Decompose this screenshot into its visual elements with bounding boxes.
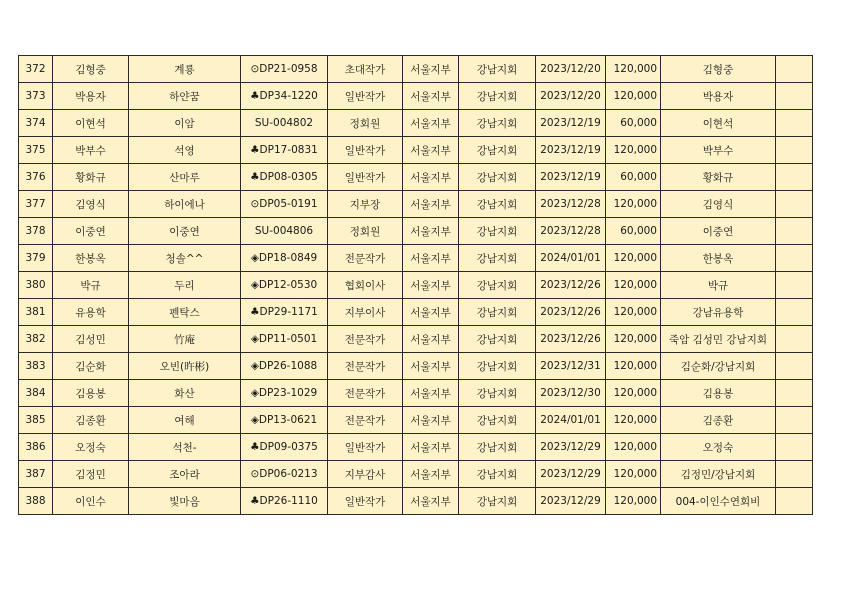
table-row [19, 407, 813, 434]
cell-extra [776, 164, 813, 191]
table-row [19, 164, 813, 191]
cell-grade: 전문작가 [328, 380, 403, 407]
table-row [19, 353, 813, 380]
table-row [19, 245, 813, 272]
table-row [19, 83, 813, 110]
cell-no: 372 [19, 56, 53, 83]
cell-extra [776, 110, 813, 137]
cell-name: 박용자 [53, 83, 129, 110]
table-row [19, 380, 813, 407]
cell-name: 김영식 [53, 191, 129, 218]
cell-member-code: SU-004802 [241, 110, 328, 137]
cell-member-code: ⊙DP06-0213 [241, 461, 328, 488]
cell-branch: 서울지부 [403, 56, 459, 83]
cell-name: 박규 [53, 272, 129, 299]
cell-chapter: 강남지회 [459, 407, 536, 434]
cell-name: 김성민 [53, 326, 129, 353]
cell-payer: 황화규 [661, 164, 776, 191]
cell-member-code: ♣DP17-0831 [241, 137, 328, 164]
cell-date: 2023/12/28 [536, 191, 606, 218]
cell-grade: 일반작가 [328, 488, 403, 515]
cell-branch: 서울지부 [403, 191, 459, 218]
cell-branch: 서울지부 [403, 299, 459, 326]
cell-date: 2023/12/19 [536, 110, 606, 137]
cell-date: 2024/01/01 [536, 245, 606, 272]
cell-no: 373 [19, 83, 53, 110]
cell-member-code: ◈DP23-1029 [241, 380, 328, 407]
cell-chapter: 강남지회 [459, 488, 536, 515]
cell-extra [776, 353, 813, 380]
cell-no: 386 [19, 434, 53, 461]
cell-payer: 김정민/강남지회 [661, 461, 776, 488]
cell-member-code: ♣DP09-0375 [241, 434, 328, 461]
table-row [19, 218, 813, 245]
cell-pen-name: 산마루 [129, 164, 241, 191]
cell-amount: 120,000 [606, 191, 661, 218]
cell-pen-name: 하얀꿈 [129, 83, 241, 110]
table-row [19, 272, 813, 299]
cell-pen-name: 화산 [129, 380, 241, 407]
cell-amount: 120,000 [606, 245, 661, 272]
cell-grade: 전문작가 [328, 326, 403, 353]
table-row [19, 326, 813, 353]
cell-no: 380 [19, 272, 53, 299]
cell-chapter: 강남지회 [459, 272, 536, 299]
cell-name: 이중연 [53, 218, 129, 245]
cell-member-code: ♣DP34-1220 [241, 83, 328, 110]
cell-chapter: 강남지회 [459, 191, 536, 218]
cell-extra [776, 272, 813, 299]
cell-pen-name: 계룡 [129, 56, 241, 83]
cell-member-code: ♣DP29-1171 [241, 299, 328, 326]
cell-chapter: 강남지회 [459, 56, 536, 83]
cell-name: 김종환 [53, 407, 129, 434]
cell-payer: 오정숙 [661, 434, 776, 461]
cell-chapter: 강남지회 [459, 218, 536, 245]
cell-no: 385 [19, 407, 53, 434]
cell-date: 2023/12/20 [536, 56, 606, 83]
cell-payer: 김용봉 [661, 380, 776, 407]
cell-date: 2023/12/30 [536, 380, 606, 407]
cell-name: 김순화 [53, 353, 129, 380]
cell-extra [776, 137, 813, 164]
cell-member-code: SU-004806 [241, 218, 328, 245]
cell-extra [776, 191, 813, 218]
cell-extra [776, 56, 813, 83]
cell-pen-name: 竹庵 [129, 326, 241, 353]
cell-payer: 김종환 [661, 407, 776, 434]
cell-pen-name: 이중연 [129, 218, 241, 245]
cell-payer: 004-이인수연회비 [661, 488, 776, 515]
cell-chapter: 강남지회 [459, 380, 536, 407]
cell-member-code: ♣DP08-0305 [241, 164, 328, 191]
cell-payer: 강남유용학 [661, 299, 776, 326]
member-fee-sheet [18, 55, 813, 515]
cell-pen-name: 청솔^^ [129, 245, 241, 272]
table-row [19, 56, 813, 83]
cell-grade: 일반작가 [328, 164, 403, 191]
cell-member-code: ◈DP11-0501 [241, 326, 328, 353]
cell-extra [776, 299, 813, 326]
cell-name: 오정숙 [53, 434, 129, 461]
cell-pen-name: 하이에나 [129, 191, 241, 218]
cell-extra [776, 488, 813, 515]
cell-date: 2023/12/29 [536, 488, 606, 515]
cell-date: 2023/12/19 [536, 137, 606, 164]
table-row [19, 191, 813, 218]
table-row [19, 461, 813, 488]
cell-branch: 서울지부 [403, 380, 459, 407]
cell-name: 한봉옥 [53, 245, 129, 272]
cell-name: 황화규 [53, 164, 129, 191]
cell-date: 2023/12/31 [536, 353, 606, 380]
cell-amount: 120,000 [606, 488, 661, 515]
cell-amount: 60,000 [606, 164, 661, 191]
cell-no: 382 [19, 326, 53, 353]
table-row [19, 434, 813, 461]
cell-payer: 한봉옥 [661, 245, 776, 272]
cell-grade: 지부장 [328, 191, 403, 218]
cell-branch: 서울지부 [403, 83, 459, 110]
cell-no: 384 [19, 380, 53, 407]
cell-branch: 서울지부 [403, 272, 459, 299]
cell-date: 2023/12/20 [536, 83, 606, 110]
cell-payer: 김순화/강남지회 [661, 353, 776, 380]
cell-amount: 120,000 [606, 461, 661, 488]
cell-payer: 박부수 [661, 137, 776, 164]
cell-member-code: ◈DP26-1088 [241, 353, 328, 380]
cell-branch: 서울지부 [403, 461, 459, 488]
cell-date: 2023/12/26 [536, 326, 606, 353]
cell-chapter: 강남지회 [459, 353, 536, 380]
cell-chapter: 강남지회 [459, 83, 536, 110]
cell-no: 381 [19, 299, 53, 326]
cell-extra [776, 461, 813, 488]
cell-grade: 전문작가 [328, 407, 403, 434]
cell-no: 377 [19, 191, 53, 218]
cell-no: 383 [19, 353, 53, 380]
cell-date: 2023/12/28 [536, 218, 606, 245]
cell-pen-name: 두리 [129, 272, 241, 299]
cell-no: 387 [19, 461, 53, 488]
cell-payer: 김영식 [661, 191, 776, 218]
cell-grade: 지부이사 [328, 299, 403, 326]
cell-amount: 60,000 [606, 110, 661, 137]
cell-amount: 120,000 [606, 407, 661, 434]
cell-extra [776, 326, 813, 353]
cell-chapter: 강남지회 [459, 137, 536, 164]
cell-extra [776, 245, 813, 272]
cell-amount: 120,000 [606, 434, 661, 461]
cell-date: 2023/12/19 [536, 164, 606, 191]
cell-date: 2024/01/01 [536, 407, 606, 434]
cell-chapter: 강남지회 [459, 326, 536, 353]
cell-grade: 초대작가 [328, 56, 403, 83]
cell-name: 이인수 [53, 488, 129, 515]
cell-name: 유용학 [53, 299, 129, 326]
cell-member-code: ⊙DP21-0958 [241, 56, 328, 83]
cell-no: 378 [19, 218, 53, 245]
cell-chapter: 강남지회 [459, 110, 536, 137]
cell-no: 375 [19, 137, 53, 164]
cell-no: 379 [19, 245, 53, 272]
cell-extra [776, 407, 813, 434]
table-row [19, 137, 813, 164]
cell-grade: 협회이사 [328, 272, 403, 299]
cell-amount: 120,000 [606, 56, 661, 83]
cell-pen-name: 오빈(旿彬) [129, 353, 241, 380]
cell-pen-name: 조아라 [129, 461, 241, 488]
cell-date: 2023/12/26 [536, 272, 606, 299]
cell-pen-name: 펜탁스 [129, 299, 241, 326]
cell-branch: 서울지부 [403, 434, 459, 461]
cell-grade: 전문작가 [328, 353, 403, 380]
cell-payer: 이현석 [661, 110, 776, 137]
cell-payer: 이중연 [661, 218, 776, 245]
cell-payer: 죽암 김성민 강남지회 [661, 326, 776, 353]
cell-branch: 서울지부 [403, 326, 459, 353]
cell-member-code: ◈DP13-0621 [241, 407, 328, 434]
cell-no: 374 [19, 110, 53, 137]
table-row [19, 299, 813, 326]
cell-amount: 120,000 [606, 299, 661, 326]
cell-pen-name: 석천- [129, 434, 241, 461]
cell-extra [776, 434, 813, 461]
cell-member-code: ⊙DP05-0191 [241, 191, 328, 218]
cell-member-code: ♣DP26-1110 [241, 488, 328, 515]
cell-pen-name: 여해 [129, 407, 241, 434]
cell-payer: 박규 [661, 272, 776, 299]
cell-name: 김용봉 [53, 380, 129, 407]
cell-chapter: 강남지회 [459, 299, 536, 326]
cell-name: 이현석 [53, 110, 129, 137]
cell-pen-name: 이암 [129, 110, 241, 137]
cell-date: 2023/12/29 [536, 434, 606, 461]
cell-grade: 일반작가 [328, 83, 403, 110]
table-body [19, 56, 813, 515]
cell-no: 376 [19, 164, 53, 191]
cell-branch: 서울지부 [403, 488, 459, 515]
table-row [19, 110, 813, 137]
cell-amount: 120,000 [606, 380, 661, 407]
cell-branch: 서울지부 [403, 353, 459, 380]
cell-chapter: 강남지회 [459, 434, 536, 461]
cell-chapter: 강남지회 [459, 245, 536, 272]
cell-grade: 정회원 [328, 110, 403, 137]
cell-member-code: ◈DP12-0530 [241, 272, 328, 299]
cell-extra [776, 380, 813, 407]
member-fee-table [18, 55, 813, 515]
table-row [19, 488, 813, 515]
cell-no: 388 [19, 488, 53, 515]
cell-amount: 120,000 [606, 137, 661, 164]
cell-name: 박부수 [53, 137, 129, 164]
cell-branch: 서울지부 [403, 110, 459, 137]
cell-extra [776, 218, 813, 245]
cell-amount: 60,000 [606, 218, 661, 245]
cell-branch: 서울지부 [403, 245, 459, 272]
cell-branch: 서울지부 [403, 137, 459, 164]
cell-amount: 120,000 [606, 272, 661, 299]
cell-grade: 지부감사 [328, 461, 403, 488]
cell-extra [776, 83, 813, 110]
cell-grade: 전문작가 [328, 245, 403, 272]
cell-branch: 서울지부 [403, 164, 459, 191]
cell-grade: 일반작가 [328, 434, 403, 461]
cell-member-code: ◈DP18-0849 [241, 245, 328, 272]
cell-branch: 서울지부 [403, 407, 459, 434]
cell-date: 2023/12/29 [536, 461, 606, 488]
cell-grade: 정회원 [328, 218, 403, 245]
cell-pen-name: 빛마음 [129, 488, 241, 515]
cell-chapter: 강남지회 [459, 461, 536, 488]
cell-amount: 120,000 [606, 83, 661, 110]
cell-amount: 120,000 [606, 326, 661, 353]
cell-name: 김정민 [53, 461, 129, 488]
cell-branch: 서울지부 [403, 218, 459, 245]
cell-payer: 김형중 [661, 56, 776, 83]
cell-amount: 120,000 [606, 353, 661, 380]
cell-name: 김형중 [53, 56, 129, 83]
cell-grade: 일반작가 [328, 137, 403, 164]
cell-date: 2023/12/26 [536, 299, 606, 326]
cell-chapter: 강남지회 [459, 164, 536, 191]
cell-pen-name: 석영 [129, 137, 241, 164]
cell-payer: 박용자 [661, 83, 776, 110]
